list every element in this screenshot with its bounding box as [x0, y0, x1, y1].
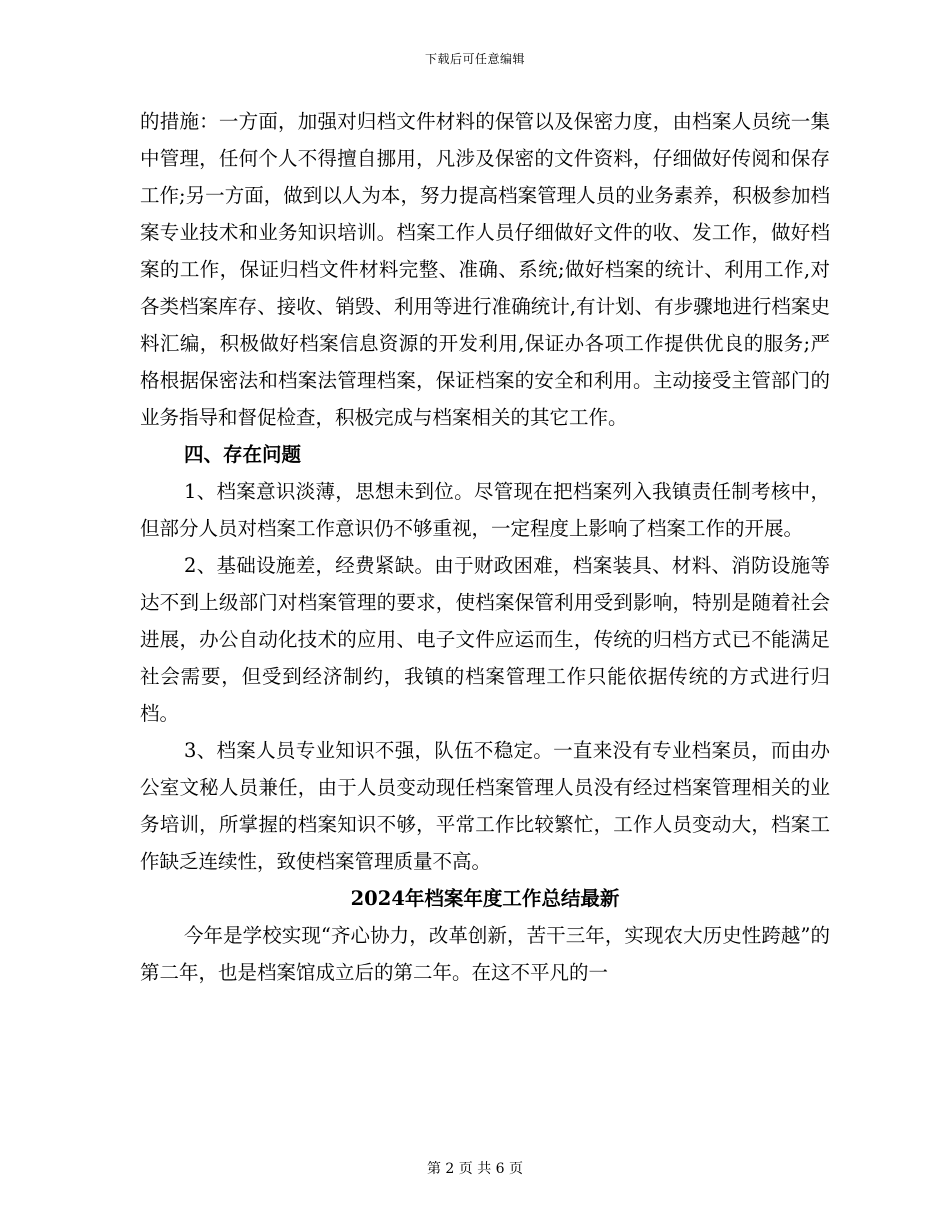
body-paragraph: 1、档案意识淡薄，思想未到位。尽管现在把档案列入我镇责任制考核中，但部分人员对档案工作意识仍不够重视，一定程度上影响了档案工作的开展。 — [140, 480, 830, 540]
document-body — [140, 103, 830, 991]
body-paragraph: 2、基础设施差，经费紧缺。由于财政困难，档案装具、材料、消防设施等达不到上级部门对档案管理的要求，使档案保管利用受到影响，特别是随着社会进展，办公自动化技术的应用、电子文件应运而生，传统的归档方式已不能满足社会需要，但受到经济制约，我镇的档案管理工作只能依据传统的方式进行归档。 — [140, 554, 830, 725]
page-header: 下载后可任意编辑 — [424, 52, 525, 66]
page-footer: 第 2 页 共 6 页 — [426, 1161, 524, 1177]
body-paragraph: 今年是学校实现“齐心协力，改革创新，苦干三年，实现农大历史性跨越”的第二年，也是档案馆成立后的第二年。在这不平凡的一 — [140, 924, 830, 984]
document-title: 2024年档案年度工作总结最新 — [350, 887, 620, 910]
body-paragraph: 的措施：一方面，加强对归档文件材料的保管以及保密力度，由档案人员统一集中管理，任何个人不得擅自挪用，凡涉及保密的文件资料，仔细做好传阅和保存工作;另一方面，做到以人为本，努力提高档案管理人员的业务素养，积极参加档案专业技术和业务知识培训。档案工作人员仔细做好文件的收、发工作，做好档案的工作，保证归档文件材料完整、准确、系统;做好档案的统计、利用工作,对各类档案库存、接收、销毁、利用等进行准确统计,有计划、有步骤地进行档案史料汇编，积极做好档案信息资源的开发利用,保证办各项工作提供优良的服务;严格根据保密法和档案法管理档案，保证档案的安全和利用。主动接受主管部门的业务指导和督促检查，积极完成与档案相关的其它工作。 — [140, 110, 830, 429]
section-heading: 四、存在问题 — [184, 443, 302, 466]
body-paragraph: 3、档案人员专业知识不强，队伍不稳定。一直来没有专业档案员，而由办公室文秘人员兼任，由于人员变动现任档案管理人员没有经过档案管理相关的业务培训，所掌握的档案知识不够，平常工作比较繁忙，工作人员变动大，档案工作缺乏连续性，致使档案管理质量不高。 — [140, 739, 830, 873]
